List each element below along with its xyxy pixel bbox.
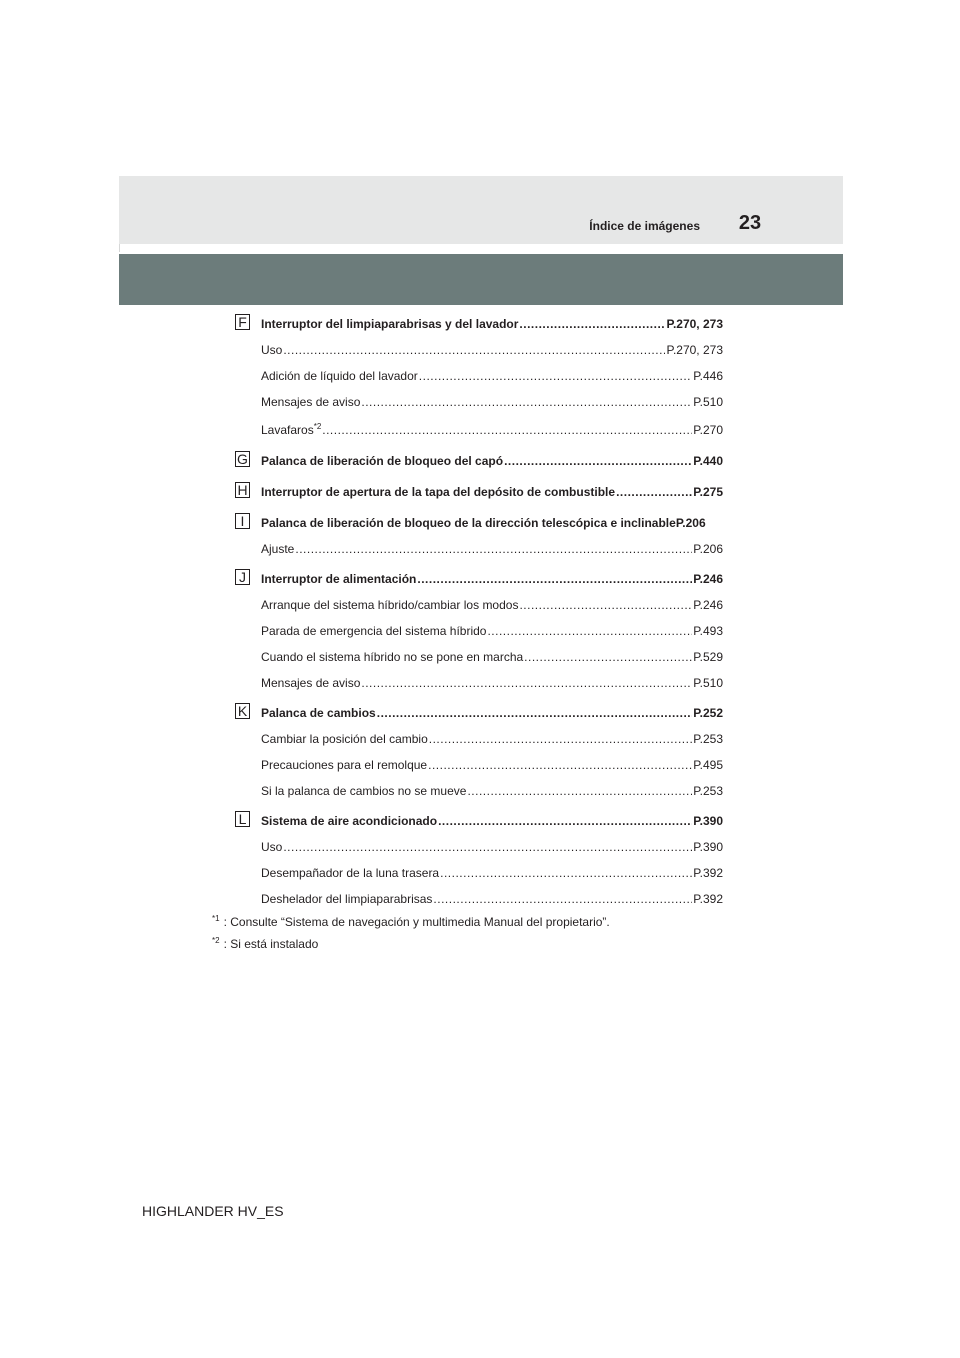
entry-label: Interruptor de apertura de la tapa del depósito de combustible xyxy=(261,485,616,499)
entry-label: Interruptor del limpiaparabrisas y del lavador xyxy=(261,317,519,331)
footer-model: HIGHLANDER HV_ES xyxy=(142,1203,284,1219)
leader-dots xyxy=(419,368,692,384)
index-entry[interactable] xyxy=(261,891,723,907)
leader-dots xyxy=(361,675,692,691)
entry-label: Palanca de liberación de bloqueo de la dirección telescópica e inclinable xyxy=(261,516,676,530)
entry-label: Parada de emergencia del sistema híbrido xyxy=(261,624,487,638)
entry-page: P.206 xyxy=(693,542,723,556)
footnote-separator: : xyxy=(223,937,231,951)
section-title: Índice de imágenes xyxy=(589,219,700,233)
entry-label: Adición de líquido del lavador xyxy=(261,369,418,383)
footnote-ref: *2 xyxy=(313,422,322,431)
leader-dots xyxy=(429,731,692,747)
entry-label: Mensajes de aviso xyxy=(261,395,361,409)
leader-dots xyxy=(283,342,665,358)
entry-page: P.270, 273 xyxy=(666,343,723,357)
entry-label-text: Lavafaros xyxy=(261,423,314,437)
entry-page: P.390 xyxy=(693,840,723,854)
header-band xyxy=(119,254,843,305)
index-entry[interactable] xyxy=(261,649,723,665)
leader-dots xyxy=(438,813,692,829)
entry-page: P.270, 273 xyxy=(666,317,723,331)
entry-label: Sistema de aire acondicionado xyxy=(261,814,438,828)
leader-dots xyxy=(322,422,692,438)
entry-page: P.206 xyxy=(675,516,706,530)
leader-dots xyxy=(283,839,692,855)
entry-label: Uso xyxy=(261,840,283,854)
header-divider xyxy=(119,244,120,252)
leader-dots xyxy=(428,757,692,773)
entry-page: P.493 xyxy=(693,624,723,638)
leader-dots xyxy=(361,394,692,410)
section-letter-g: G xyxy=(235,451,250,467)
leader-dots xyxy=(504,453,692,469)
section-letter-i: I xyxy=(235,513,250,529)
entry-page: P.246 xyxy=(693,572,723,586)
index-entry[interactable] xyxy=(261,541,723,557)
leader-dots xyxy=(433,891,692,907)
index-entry[interactable] xyxy=(261,422,723,438)
entry-label: Cuando el sistema híbrido no se pone en marcha xyxy=(261,650,524,664)
leader-dots xyxy=(519,316,665,332)
index-entry[interactable] xyxy=(261,839,723,855)
entry-page: P.390 xyxy=(693,814,723,828)
leader-dots xyxy=(487,623,692,639)
entry-label: Interruptor de alimentación xyxy=(261,572,417,586)
entry-page: P.275 xyxy=(693,485,723,499)
entry-page: P.246 xyxy=(693,598,723,612)
index-entry[interactable] xyxy=(261,675,723,691)
entry-page: P.252 xyxy=(693,706,723,720)
footnote-marker: *1 xyxy=(212,914,220,923)
footnote xyxy=(212,914,610,930)
index-entry-main[interactable] xyxy=(261,813,723,829)
index-entry[interactable] xyxy=(261,757,723,773)
entry-page: P.392 xyxy=(693,866,723,880)
index-entry[interactable] xyxy=(261,368,723,384)
entry-page: P.495 xyxy=(693,758,723,772)
leader-dots xyxy=(295,541,692,557)
leader-dots xyxy=(377,705,692,721)
entry-page: P.253 xyxy=(693,732,723,746)
index-entry-main[interactable] xyxy=(261,705,723,721)
entry-label: Deshelador del limpiaparabrisas xyxy=(261,892,433,906)
footnote-marker: *2 xyxy=(212,936,220,945)
entry-label: Precauciones para el remolque xyxy=(261,758,428,772)
index-entry[interactable] xyxy=(261,597,723,613)
entry-label: Desempañador de la luna trasera xyxy=(261,866,440,880)
entry-label: Mensajes de aviso xyxy=(261,676,361,690)
footnote xyxy=(212,936,318,952)
entry-label xyxy=(261,422,321,438)
entry-page: P.253 xyxy=(693,784,723,798)
entry-label: Palanca de liberación de bloqueo del capó xyxy=(261,454,504,468)
entry-label: Arranque del sistema híbrido/cambiar los modos xyxy=(261,598,519,612)
index-entry[interactable] xyxy=(261,783,723,799)
entry-label: Palanca de cambios xyxy=(261,706,376,720)
entry-page: P.392 xyxy=(693,892,723,906)
index-entry[interactable] xyxy=(261,342,723,358)
section-letter-j: J xyxy=(235,569,250,585)
leader-dots xyxy=(519,597,692,613)
leader-dots xyxy=(524,649,692,665)
footnote-text: Si está instalado xyxy=(230,937,319,951)
index-entry-main[interactable] xyxy=(261,484,723,500)
entry-page: P.440 xyxy=(693,454,723,468)
entry-page: P.510 xyxy=(693,395,723,409)
section-letter-h: H xyxy=(235,482,250,498)
leader-dots xyxy=(417,571,692,587)
footnote-separator: : xyxy=(223,915,231,929)
section-letter-l: L xyxy=(235,811,250,827)
leader-dots xyxy=(616,484,692,500)
entry-page: P.270 xyxy=(693,423,723,437)
index-entry-main[interactable] xyxy=(261,515,741,531)
index-entry-main[interactable] xyxy=(261,453,723,469)
index-entry-main[interactable] xyxy=(261,571,723,587)
index-entry-main[interactable] xyxy=(261,316,723,332)
entry-label: Si la palanca de cambios no se mueve xyxy=(261,784,467,798)
index-entry[interactable] xyxy=(261,623,723,639)
index-entry[interactable] xyxy=(261,394,723,410)
entry-page: P.510 xyxy=(693,676,723,690)
section-letter-f: F xyxy=(235,314,250,330)
section-letter-k: K xyxy=(235,703,250,719)
footnote-text: Consulte “Sistema de navegación y multimedia Manual del propietario”. xyxy=(230,915,610,929)
page-number: 23 xyxy=(738,212,762,234)
leader-dots xyxy=(467,783,692,799)
entry-label: Ajuste xyxy=(261,542,295,556)
entry-page: P.446 xyxy=(693,369,723,383)
leader-dots xyxy=(440,865,692,881)
entry-label: Uso xyxy=(261,343,283,357)
entry-page: P.529 xyxy=(693,650,723,664)
index-entry[interactable] xyxy=(261,731,723,747)
index-entry[interactable] xyxy=(261,865,723,881)
entry-label: Cambiar la posición del cambio xyxy=(261,732,428,746)
